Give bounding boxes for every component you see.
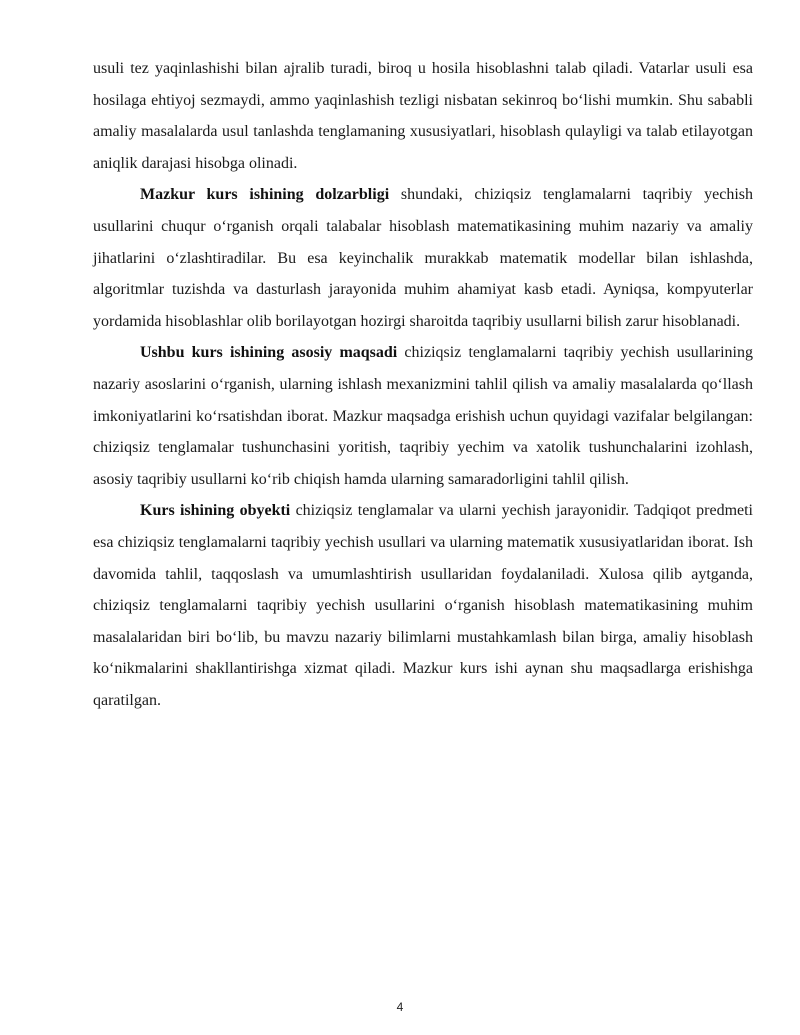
paragraph-text: shundaki, chiziqsiz tenglamalarni taqribiy yechish usullarini chuqur o‘rganish orqali talabalar hisoblash matematikasining muhim nazariy va amaliy jihatlarini o‘zlashtiradilar. Bu esa keyinchalik murakkab matematik modellar bilan ishlashda, algoritmlar tuzishda va dasturlash jarayonida muhim ahamiyat kasb etadi. Ayniqsa, kompyuterlar yordamida hisoblashlar olib borilayotgan hozirgi sharoitda taqribiy usullarni bilish zarur hisoblanadi. [93, 186, 753, 330]
paragraph-object [93, 495, 753, 716]
paragraph-lead: Mazkur kurs ishining dolzarbligi [140, 186, 390, 204]
paragraph-text: chiziqsiz tenglamalarni taqribiy yechish usullarining nazariy asoslarini o‘rganish, ularning ishlash mexanizmini tahlil qilish va amaliy masalalarda qo‘llash imkoniyatlarini ko‘rsatishdan iborat. Mazkur maqsadga erishish uchun quyidagi vazifalar belgilangan: chiziqsiz tenglamalar tushunchasini yoritish, taqribiy yechim va xatolik tushunchalarini izohlash, asosiy taqribiy usullarni ko‘rib chiqish hamda ularning samaradorligini tahlil qilish. [93, 344, 754, 488]
page-number: 4 [396, 1000, 404, 1014]
paragraph-lead: Kurs ishining obyekti [140, 502, 291, 520]
paragraph-continuation [93, 53, 753, 179]
paragraph-text: usuli tez yaqinlashishi bilan ajralib turadi, biroq u hosila hisoblashni talab qiladi. Vatarlar usuli esa hosilaga ehtiyoj sezmaydi, ammo yaqinlashish tezligi nisbatan sekinroq bo‘lishi mumkin. Shu sababli amaliy masalalarda usul tanlashda tenglamaning xususiyatlari, hisoblash qulayligi va talab etilayotgan aniqlik darajasi hisobga olinadi. [93, 60, 753, 172]
paragraph-goal [93, 337, 753, 495]
paragraph-relevance [93, 179, 753, 337]
document-body [93, 53, 753, 716]
paragraph-text: chiziqsiz tenglamalar va ularni yechish jarayonidir. Tadqiqot predmeti esa chiziqsiz tenglamalarni taqribiy yechish usullari va ularning matematik xususiyatlaridan iborat. Ish davomida tahlil, taqqoslash va umumlashtirish usullaridan foydalaniladi. Xulosa qilib aytganda, chiziqsiz tenglamalarni taqribiy yechish usullarini o‘rganish hisoblash matematikasining muhim masalalaridan biri bo‘lib, bu mavzu nazariy bilimlarni mustahkamlash bilan birga, amaliy hisoblash ko‘nikmalarini shakllantirishga xizmat qiladi. Mazkur kurs ishi aynan shu maqsadlarga erishishga qaratilgan. [93, 502, 754, 709]
paragraph-lead: Ushbu kurs ishining asosiy maqsadi [140, 344, 398, 362]
